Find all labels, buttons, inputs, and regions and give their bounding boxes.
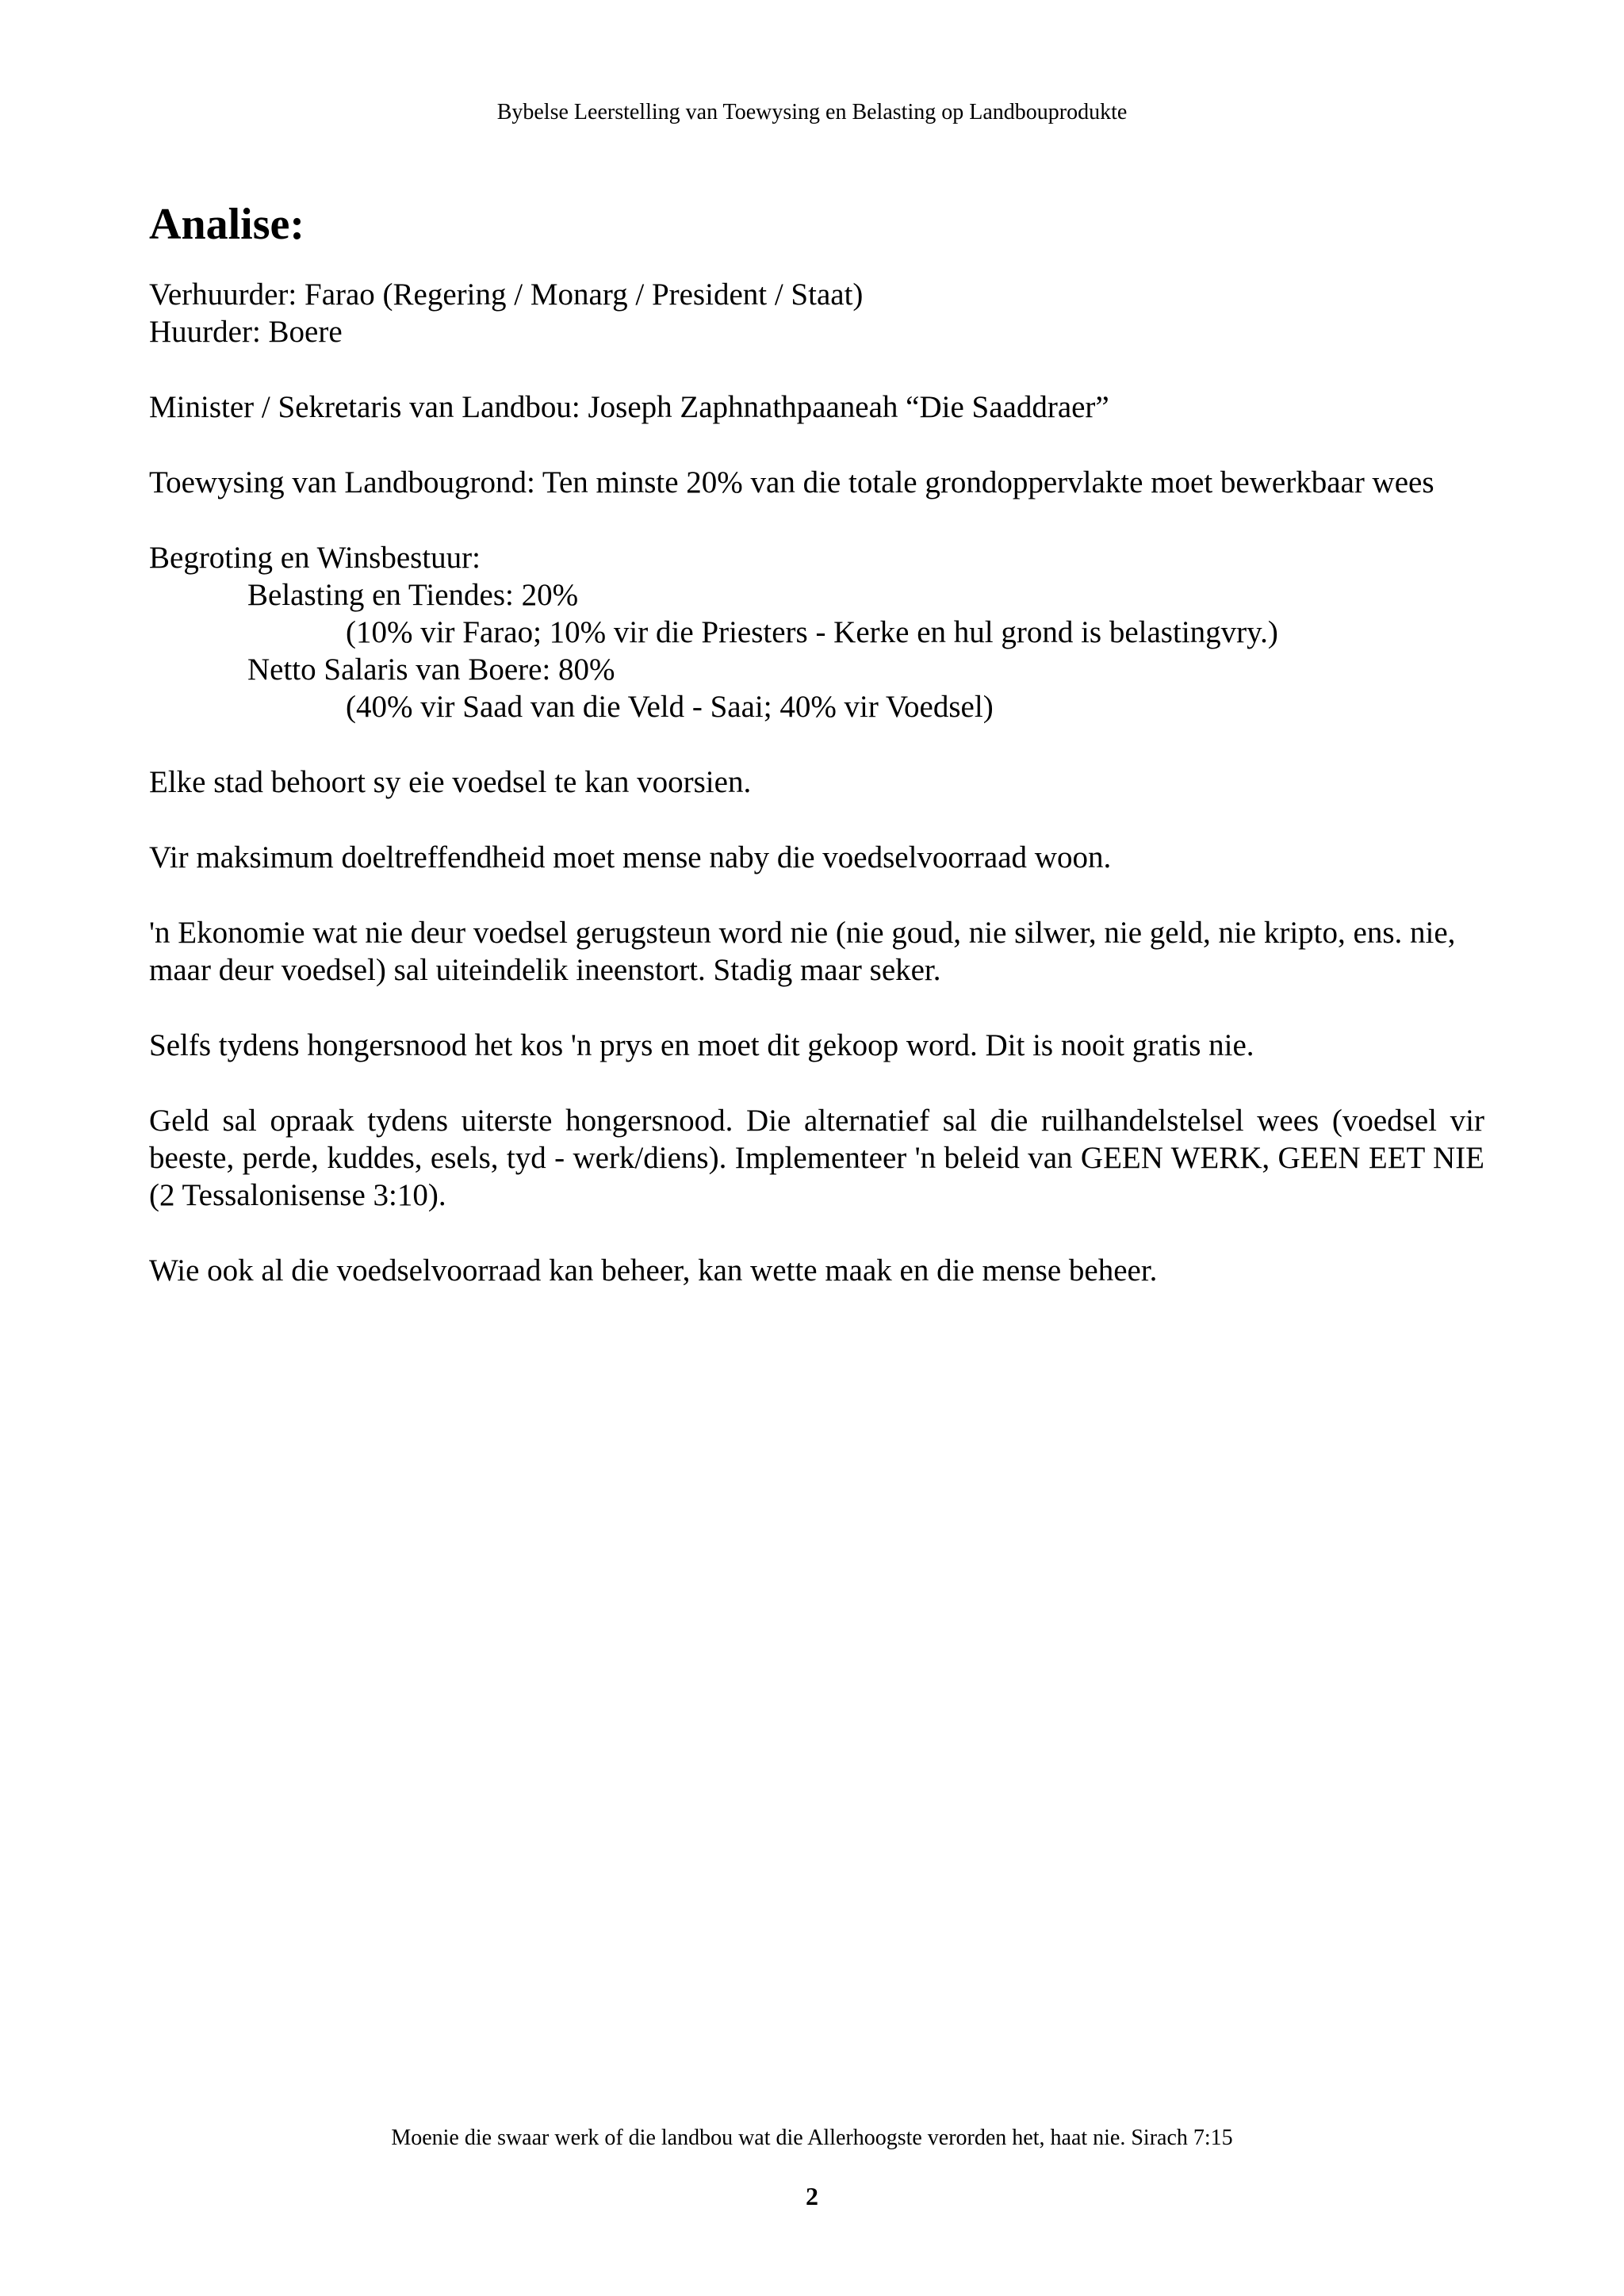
statement-paragraph: 'n Ekonomie wat nie deur voedsel gerugsteun word nie (nie goud, nie silwer, nie geld, nie kripto, ens. nie, maar deur voedsel) sal uiteindelik ineenstort. Stadig maar seker.	[149, 916, 1456, 987]
roles-block	[149, 276, 1484, 350]
landlord-line: Verhuurder: Farao (Regering / Monarg / President / Staat)	[149, 277, 864, 312]
statement-paragraph: Vir maksimum doeltreffendheid moet mense naby die voedselvoorraad woon.	[149, 840, 1112, 874]
running-footer: Moenie die swaar werk of die landbou wat die Allerhoogste verorden het, haat nie. Sirach 7:15	[391, 2126, 1233, 2150]
section-heading: Analise:	[149, 200, 304, 249]
statement-paragraph: Geld sal opraak tydens uiterste hongersnood. Die alternatief sal die ruilhandelstelsel wees (voedsel vir beeste, perde, kuddes, esels, tyd - werk/diens). Implementeer 'n beleid van GEEN WERK, GEEN EET NIE (2 Tessalonisense 3:10).	[149, 1104, 1484, 1212]
statement-paragraph: Wie ook al die voedselvoorraad kan beheer, kan wette maak en die mense beheer.	[149, 1253, 1158, 1288]
minister-line: Minister / Sekretaris van Landbou: Joseph Zaphnathpaaneah “Die Saaddraer”	[149, 390, 1109, 424]
tax-detail: (10% vir Farao; 10% vir die Priesters - Kerke en hul grond is belastingvry.)	[346, 615, 1278, 649]
statement-paragraph: Elke stad behoort sy eie voedsel te kan voorsien.	[149, 765, 752, 799]
page-number: 2	[806, 2182, 818, 2210]
budget-block	[149, 539, 1484, 725]
tax-label: Belasting en Tiendes: 20%	[247, 578, 579, 612]
land-allocation-paragraph: Toewysing van Landbougrond: Ten minste 20% van die totale grondoppervlakte moet bewerkbaar wees	[149, 465, 1434, 499]
running-header: Bybelse Leerstelling van Toewysing en Belasting op Landbouprodukte	[496, 100, 1128, 124]
tenant-line: Huurder: Boere	[149, 315, 343, 349]
statement-paragraph: Selfs tydens hongersnood het kos 'n prys en moet dit gekoop word. Dit is nooit gratis nie.	[149, 1028, 1254, 1062]
salary-label: Netto Salaris van Boere: 80%	[247, 652, 615, 687]
document-body	[149, 197, 1484, 1327]
salary-detail: (40% vir Saad van die Veld - Saai; 40% vir Voedsel)	[346, 690, 994, 724]
budget-title: Begroting en Winsbestuur:	[149, 541, 481, 575]
